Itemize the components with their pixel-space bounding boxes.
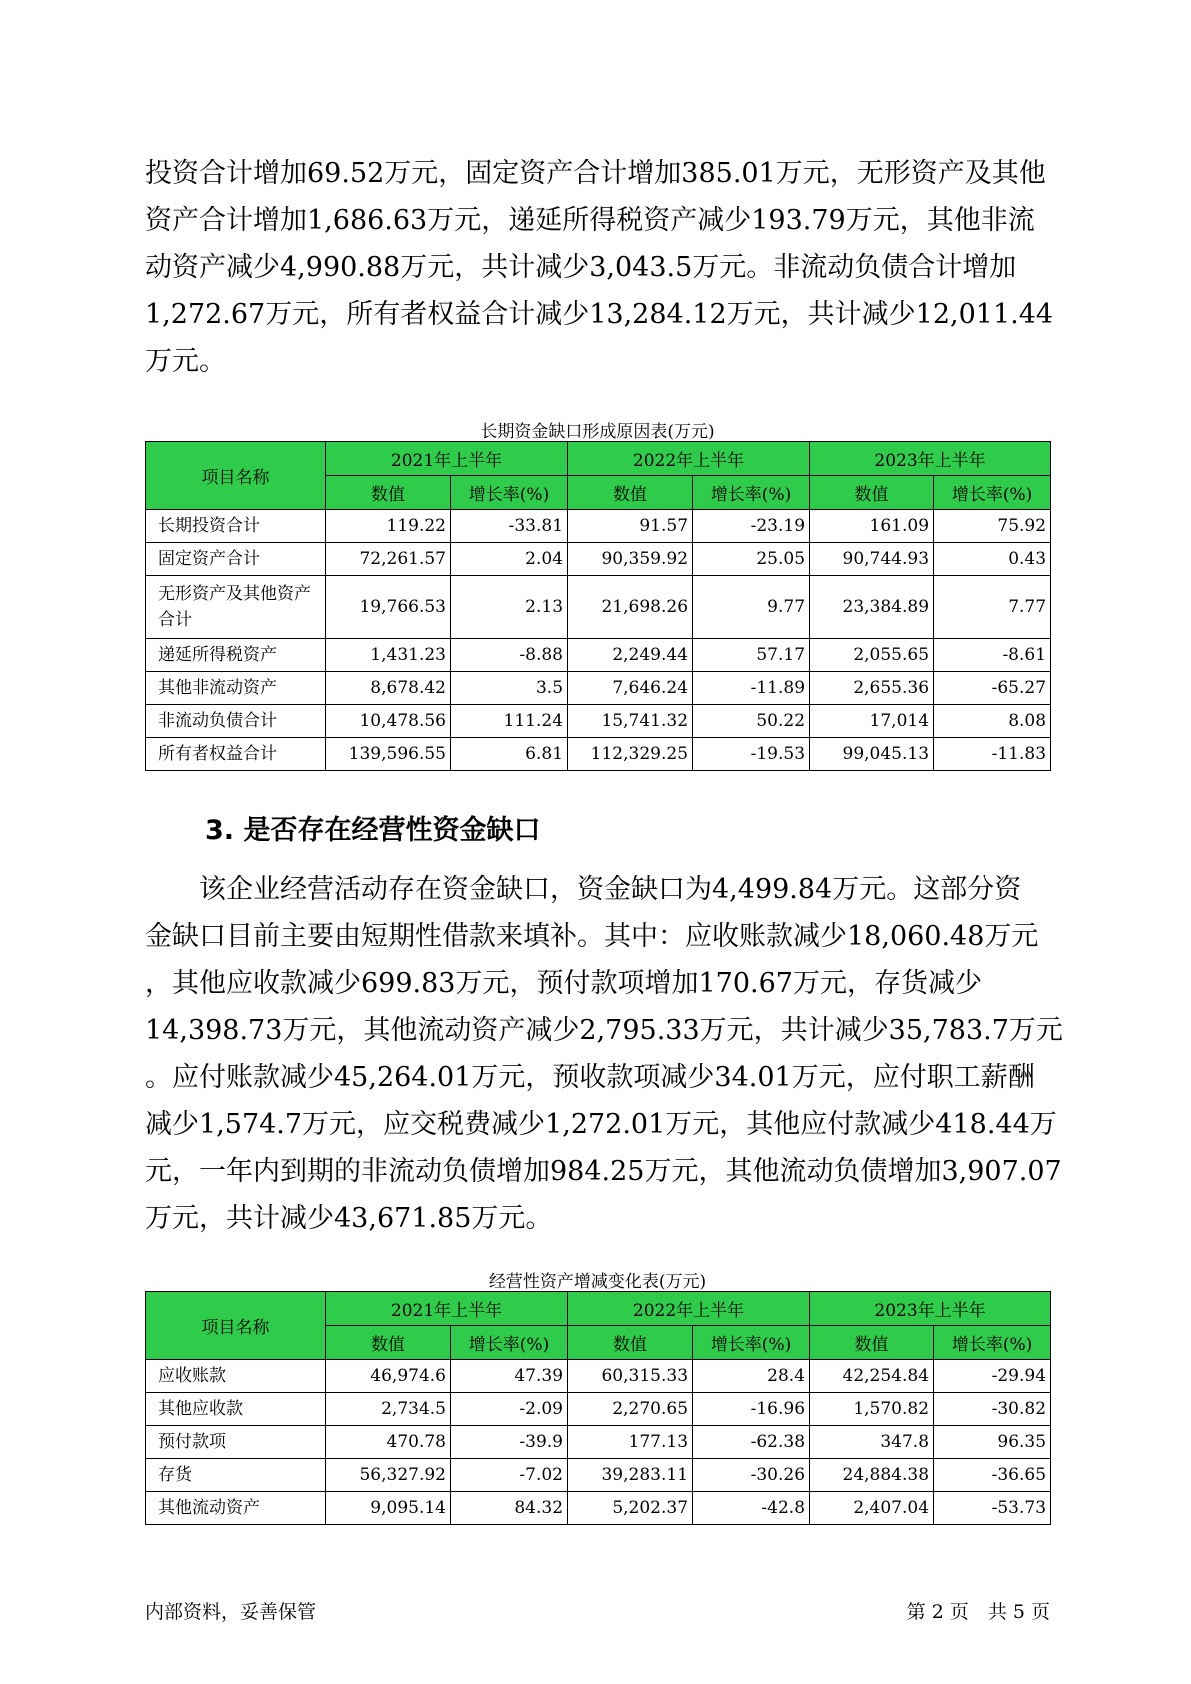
row-label: 应收账款 [146,1360,326,1393]
cell: 2,407.04 [810,1492,934,1525]
cell: 90,744.93 [810,543,934,576]
cell: 19,766.53 [326,576,451,639]
cell: 177.13 [568,1426,693,1459]
value-header: 数值 [568,476,693,510]
table-row [146,1459,1051,1492]
growth-rate-header: 增长率(%) [693,476,810,510]
cell: 3.5 [451,672,568,705]
cell: -39.9 [451,1426,568,1459]
cell: -29.94 [934,1360,1051,1393]
table-row [146,672,1051,705]
cell: 111.24 [451,705,568,738]
footer-left-text: 内部资料，妥善保管 [145,1601,317,1623]
paragraph-line: 万元，共计减少43,671.85万元。 [145,1203,553,1234]
cell: 2,734.5 [326,1393,451,1426]
cell: 90,359.92 [568,543,693,576]
cell: 347.8 [810,1426,934,1459]
cell: 2,655.36 [810,672,934,705]
row-label: 其他流动资产 [146,1492,326,1525]
cell: 24,884.38 [810,1459,934,1492]
cell: 2.13 [451,576,568,639]
cell: 2.04 [451,543,568,576]
paragraph-line: ，其他应收款减少699.83万元，预付款项增加170.67万元，存货减少 [145,968,982,999]
table-row [146,705,1051,738]
cell: 96.35 [934,1426,1051,1459]
paragraph-line: 元，一年内到期的非流动负债增加984.25万元，其他流动负债增加3,907.07 [145,1156,1062,1187]
table-1-caption: 长期资金缺口形成原因表(万元) [480,422,715,442]
paragraph-line: 资产合计增加1,686.63万元，递延所得税资产减少193.79万元，其他非流 [145,205,1035,236]
cell: 17,014 [810,705,934,738]
cell: 139,596.55 [326,738,451,771]
cell: 10,478.56 [326,705,451,738]
item-name-header: 项目名称 [146,442,326,510]
table-row [146,576,1051,639]
cell: -7.02 [451,1459,568,1492]
value-header: 数值 [326,476,451,510]
table-row [146,543,1051,576]
cell: 7.77 [934,576,1051,639]
cell: -2.09 [451,1393,568,1426]
table-row [146,1393,1051,1426]
period-header: 2021年上半年 [326,1292,568,1326]
cell: -33.81 [451,510,568,543]
table-row [146,1426,1051,1459]
paragraph-line: 投资合计增加69.52万元，固定资产合计增加385.01万元，无形资产及其他 [145,158,1046,189]
table-row [146,738,1051,771]
table-row [146,510,1051,543]
growth-rate-header: 增长率(%) [693,1326,810,1360]
paragraph-line: 1,272.67万元，所有者权益合计减少13,284.12万元，共计减少12,011.44 [145,299,1054,330]
row-label: 其他非流动资产 [146,672,326,705]
row-label: 预付款项 [146,1426,326,1459]
cell: 2,055.65 [810,639,934,672]
cell: 9,095.14 [326,1492,451,1525]
cell: 39,283.11 [568,1459,693,1492]
cell: 91.57 [568,510,693,543]
cell: 47.39 [451,1360,568,1393]
row-label: 所有者权益合计 [146,738,326,771]
growth-rate-header: 增长率(%) [934,476,1051,510]
value-header: 数值 [568,1326,693,1360]
period-header: 2022年上半年 [568,442,810,476]
cell: 2,249.44 [568,639,693,672]
operating-assets-change-table [145,1291,1051,1525]
paragraph-line: 金缺口目前主要由短期性借款来填补。其中：应收账款减少18,060.48万元 [145,921,1039,952]
paragraph-1 [145,150,1054,385]
cell: -23.19 [693,510,810,543]
cell: 46,974.6 [326,1360,451,1393]
cell: 72,261.57 [326,543,451,576]
cell: -36.65 [934,1459,1051,1492]
cell: 2,270.65 [568,1393,693,1426]
cell: -30.26 [693,1459,810,1492]
cell: 60,315.33 [568,1360,693,1393]
paragraph-2 [145,866,1063,1242]
cell: 1,570.82 [810,1393,934,1426]
cell: -62.38 [693,1426,810,1459]
cell: 28.4 [693,1360,810,1393]
cell: -42.8 [693,1492,810,1525]
cell: 56,327.92 [326,1459,451,1492]
cell: -8.61 [934,639,1051,672]
cell: 23,384.89 [810,576,934,639]
cell: 0.43 [934,543,1051,576]
cell: 1,431.23 [326,639,451,672]
row-label: 长期投资合计 [146,510,326,543]
value-header: 数值 [810,476,934,510]
table-row [146,1360,1051,1393]
cell: 8,678.42 [326,672,451,705]
period-header: 2023年上半年 [810,442,1051,476]
cell: 7,646.24 [568,672,693,705]
paragraph-line: 减少1,574.7万元，应交税费减少1,272.01万元，其他应付款减少418.44万 [145,1109,1057,1140]
value-header: 数值 [326,1326,451,1360]
cell: 161.09 [810,510,934,543]
growth-rate-header: 增长率(%) [451,476,568,510]
cell: 50.22 [693,705,810,738]
cell: 5,202.37 [568,1492,693,1525]
item-name-header: 项目名称 [146,1292,326,1360]
row-label: 其他应收款 [146,1393,326,1426]
cell: 75.92 [934,510,1051,543]
cell: -65.27 [934,672,1051,705]
table-2-caption: 经营性资产增减变化表(万元) [488,1272,707,1292]
row-label: 非流动负债合计 [146,705,326,738]
long-term-funding-gap-table [145,441,1051,771]
row-label: 无形资产及其他资产合计 [146,576,326,639]
cell: 21,698.26 [568,576,693,639]
paragraph-line: 该企业经营活动存在资金缺口，资金缺口为4,499.84万元。这部分资 [145,874,1022,905]
cell: 25.05 [693,543,810,576]
paragraph-line: 动资产减少4,990.88万元，共计减少3,043.5万元。非流动负债合计增加 [145,252,1017,283]
cell: -16.96 [693,1393,810,1426]
section-heading: 3. 是否存在经营性资金缺口 [205,815,541,846]
cell: 57.17 [693,639,810,672]
cell: 112,329.25 [568,738,693,771]
period-header: 2021年上半年 [326,442,568,476]
paragraph-line: 万元。 [145,346,226,377]
row-label: 存货 [146,1459,326,1492]
growth-rate-header: 增长率(%) [934,1326,1051,1360]
cell: -11.83 [934,738,1051,771]
cell: -30.82 [934,1393,1051,1426]
page-number: 第 2 页 共 5 页 [906,1601,1050,1623]
value-header: 数值 [810,1326,934,1360]
cell: -8.88 [451,639,568,672]
table-row [146,1492,1051,1525]
cell: -19.53 [693,738,810,771]
row-label: 固定资产合计 [146,543,326,576]
cell: 84.32 [451,1492,568,1525]
cell: 6.81 [451,738,568,771]
cell: 9.77 [693,576,810,639]
cell: -11.89 [693,672,810,705]
paragraph-line: 14,398.73万元，其他流动资产减少2,795.33万元，共计减少35,783.7万元 [145,1015,1063,1046]
cell: 8.08 [934,705,1051,738]
cell: -53.73 [934,1492,1051,1525]
paragraph-line: 。应付账款减少45,264.01万元，预收款项减少34.01万元，应付职工薪酬 [145,1062,1035,1093]
cell: 470.78 [326,1426,451,1459]
row-label: 递延所得税资产 [146,639,326,672]
growth-rate-header: 增长率(%) [451,1326,568,1360]
table-row [146,639,1051,672]
cell: 42,254.84 [810,1360,934,1393]
period-header: 2022年上半年 [568,1292,810,1326]
period-header: 2023年上半年 [810,1292,1051,1326]
cell: 99,045.13 [810,738,934,771]
cell: 119.22 [326,510,451,543]
cell: 15,741.32 [568,705,693,738]
